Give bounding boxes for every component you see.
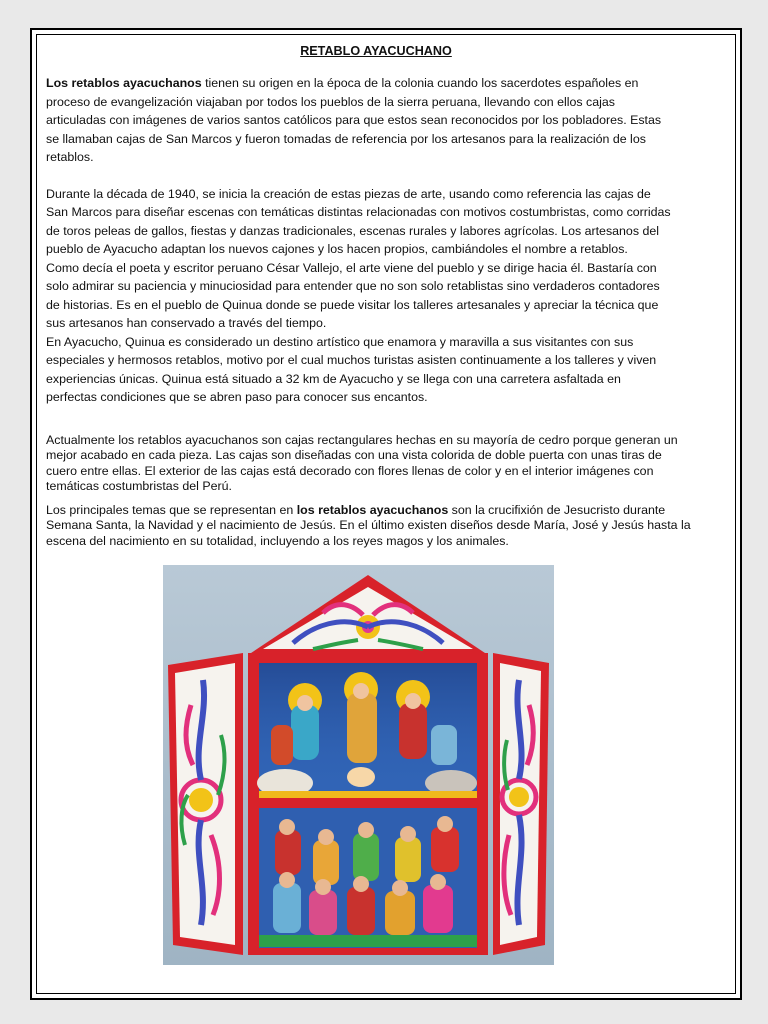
text-line: retablos.: [46, 150, 94, 164]
text-line: Actualmente los retablos ayacuchanos son cajas rectangulares hechas en su mayoría de cedro porque generan un: [46, 432, 678, 447]
text-line: de historias. Es en el pueblo de Quinua donde se puede visitar los talleres artesanales y apreciar la técnica que: [46, 297, 659, 312]
text-line: sus artesanos han conservado a través del tiempo.: [46, 316, 327, 330]
retablo-photo: [163, 565, 554, 965]
paragraph-origin: [46, 74, 722, 167]
text-line: mejor acabado en cada pieza. Las cajas son diseñadas con una vista colorida de doble puerta con unas tiras de: [46, 448, 662, 462]
text-line: temáticas costumbristas del Perú.: [46, 479, 232, 493]
bold-phrase: los retablos ayacuchanos: [296, 502, 449, 517]
text-line: Durante la década de 1940, se inicia la creación de estas piezas de arte, usando como referencia las cajas de: [46, 186, 651, 201]
paragraph-themes: [46, 503, 722, 550]
text-line: Los principales temas que se representan en los retablos ayacuchanos son la crucifixión de Jesucristo durante: [46, 502, 666, 517]
text-line: Como decía el poeta y escritor peruano César Vallejo, el arte viene del pueblo y se dirige hacia él. Bastaría con: [46, 260, 657, 275]
text-line: Semana Santa, la Navidad y el nacimiento de Jesús. En el último existen diseños desde María, José y Jesús hasta la: [46, 518, 691, 532]
text-line: En Ayacucho, Quinua es considerado un destino artístico que enamora y maravilla a sus visitantes con sus: [46, 334, 634, 349]
text-line: perfectas condiciones que se abren paso para conocer sus encantos.: [46, 390, 428, 404]
text-line: se llamaban cajas de San Marcos y fueron tomadas de referencia por los artesanos para la realización de los: [46, 131, 646, 146]
text-line: especiales y hermosos retablos, motivo por el cual muchos turistas asisten continuamente a los talleres y viven: [46, 353, 657, 367]
text-line: cuero entre ellas. El exterior de las cajas está decorado con flores llenas de color y en el interior imágenes con: [46, 463, 654, 478]
text-line: proceso de evangelización viajaban por todos los pueblos de la sierra peruana, llevando con ellos cajas: [46, 94, 615, 109]
text-line: pueblo de Ayacucho adaptan los nuevos cajones y los hacen propios, cambiándoles el nombre a retablos.: [46, 242, 628, 256]
paragraph-description: [46, 433, 722, 495]
text-line: Los retablos ayacuchanos tienen su origen en la época de la colonia cuando los sacerdotes españoles en: [46, 76, 639, 90]
text-line: San Marcos para diseñar escenas con temáticas distintas relacionadas con motivos costumbristas, como corridas: [46, 205, 671, 219]
text-line: articuladas con imágenes de varios santos católicos para que estos sean reconocidos por los pobladores. Estas: [46, 113, 662, 127]
paragraph-history: [46, 185, 722, 407]
text-line: de toros peleas de gallos, fiestas y danzas tradicionales, escenas rurales y labores agrícolas. Los artesanos del: [46, 223, 659, 238]
retablo-illustration: [163, 565, 554, 965]
bold-lead: Los retablos ayacuchanos: [46, 76, 202, 90]
text-line: solo admirar su paciencia y minuciosidad para entender que no son solo retablistas sino verdaderos contadores: [46, 279, 660, 293]
document-body: [46, 44, 722, 549]
document-title: RETABLO AYACUCHANO: [300, 44, 452, 58]
text-line: experiencias únicas. Quinua está situado a 32 km de Ayacucho y se llega con una carretera asfaltada en: [46, 371, 621, 386]
text-line: escena del nacimiento en su totalidad, incluyendo a los reyes magos y los animales.: [46, 533, 509, 548]
